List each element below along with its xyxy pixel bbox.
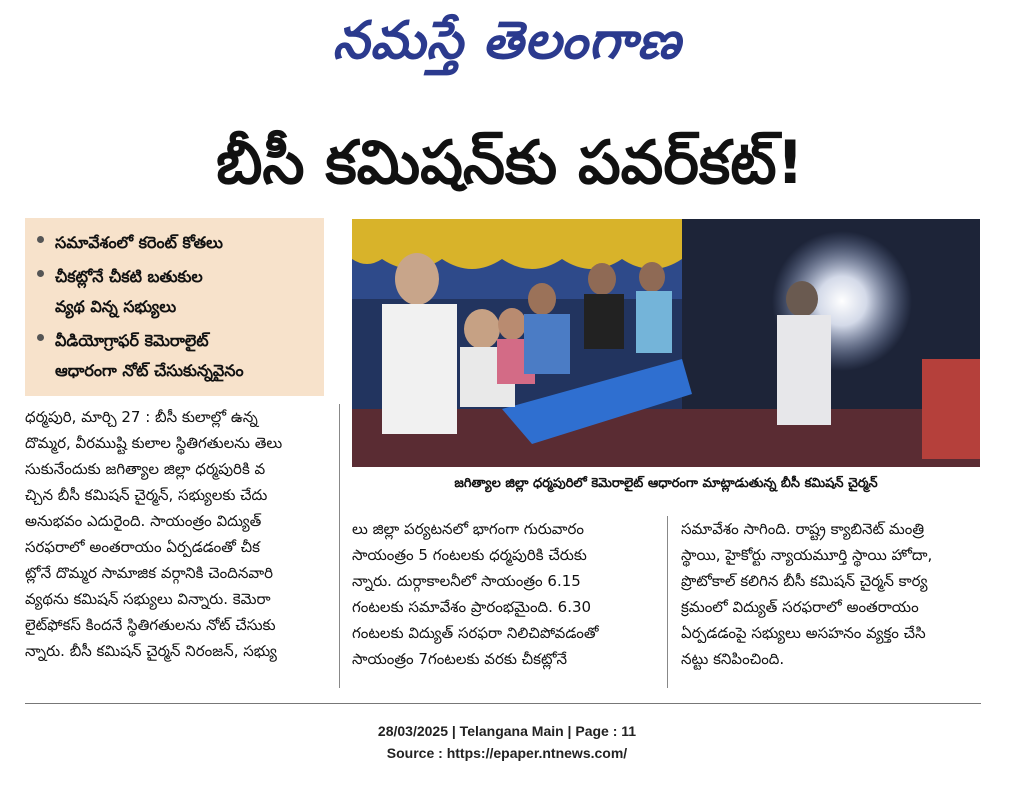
highlight-line: ఆధారంగా నోట్‌ చేసుకున్నవైనం xyxy=(55,361,244,380)
article-line: ప్రొటోకాల్‌ కలిగిన బీసీ కమిషన్‌ చైర్మన్‌ కార్య xyxy=(681,572,928,590)
article-column-2 xyxy=(352,516,652,672)
bullet-icon xyxy=(37,270,44,277)
article-line: ధర్మపురి, మార్చి 27 : బీసీ కులాల్లో ఉన్న xyxy=(25,408,258,426)
newspaper-masthead: నమస్తే తెలంగాణ xyxy=(332,11,682,71)
article-line: న్నారు. బీసీ కమిషన్‌ చైర్మన్‌ నిరంజన్‌, సభ్యు xyxy=(25,642,277,660)
article-column-1 xyxy=(25,404,325,664)
article-headline: బీసీ కమిషన్‌కు పవర్‌కట్‌! xyxy=(216,128,804,198)
article-column-3 xyxy=(681,516,981,672)
article-line: ఏర్పడడంపై సభ్యులు అసహనం వ్యక్తం చేసి xyxy=(681,624,926,642)
page-divider xyxy=(25,703,981,704)
article-line: సాయంత్రం 7గంటలకు వరకు చీకట్లోనే xyxy=(352,650,568,668)
highlight-item xyxy=(37,326,314,386)
article-line: వ్యథను కమిషన్‌ సభ్యులు విన్నారు. కెమెరా xyxy=(25,590,271,608)
highlight-line: వ్యథ విన్న సభ్యులు xyxy=(55,297,177,316)
footer-source-link[interactable]: Source : https://epaper.ntnews.com/ xyxy=(386,745,628,761)
article-line: గంటలకు సమావేశం ప్రారంభమైంది. 6.30 xyxy=(352,598,592,616)
article-line: సుకునేందుకు జగిత్యాల జిల్లా ధర్మపురికి వ xyxy=(25,460,266,478)
article-line: లు జిల్లా పర్యటనలో భాగంగా గురువారం xyxy=(352,520,585,538)
highlight-line: చీకట్లోనే చీకటి బతుకుల xyxy=(55,267,203,286)
news-photo xyxy=(352,219,980,467)
article-line: సమావేశం సాగింది. రాష్ట్ర క్యాబినెట్‌ మంత్రి xyxy=(681,520,925,538)
article-line: నట్టు కనిపించింది. xyxy=(681,650,785,668)
highlight-line: వీడియోగ్రాఫర్‌ కెమెరాలైట్‌ xyxy=(55,331,209,350)
bullet-icon xyxy=(37,334,44,341)
footer-date-edition: 28/03/2025 | Telangana Main | Page : 11 xyxy=(377,723,637,739)
highlight-item xyxy=(37,262,314,322)
article-line: దొమ్మర, వీరముష్టి కులాల స్థితిగతులను తెలు xyxy=(25,434,283,452)
column-divider xyxy=(667,516,668,688)
highlights-box xyxy=(25,218,324,396)
article-line: స్థాయి, హైకోర్టు న్యాయమూర్తి స్థాయి హోదా, xyxy=(681,546,933,564)
bullet-icon xyxy=(37,236,44,243)
highlight-line: సమావేశంలో కరెంట్‌ కోతలు xyxy=(55,233,223,252)
article-line: సరఫరాలో అంతరాయం ఏర్పడడంతో చీక xyxy=(25,538,261,556)
meeting-photo-illustration xyxy=(352,219,980,467)
article-line: గంటలకు విద్యుత్‌ సరఫరా నిలిచిపోవడంతో xyxy=(352,624,599,642)
article-line: క్రమంలో విద్యుత్‌ సరఫరాలో అంతరాయం xyxy=(681,598,919,616)
article-line: సాయంత్రం 5 గంటలకు ధర్మపురికి చేరుకు xyxy=(352,546,587,564)
article-line: న్నారు. దుర్గాకాలనీలో సాయంత్రం 6.15 xyxy=(352,572,581,590)
column-divider xyxy=(339,404,340,688)
article-line: ట్లోనే దొమ్మర సామాజిక వర్గానికి చెందినవారి xyxy=(25,564,273,582)
article-line: చ్చిన బీసీ కమిషన్‌ చైర్మన్‌, సభ్యులకు చేదు xyxy=(25,486,268,504)
photo-caption: జగిత్యాల జిల్లా ధర్మపురిలో కెమెరాలైట్‌ ఆధారంగా మాట్లాడుతున్న బీసీ కమిషన్‌ చైర్మన్‌ xyxy=(454,476,878,491)
article-line: అనుభవం ఎదురైంది. సాయంత్రం విద్యుత్‌ xyxy=(25,512,262,530)
article-line: లైట్‌ఫోకస్‌ కిందనే స్థితిగతులను నోట్‌ చేసుకు xyxy=(25,616,276,634)
highlight-item xyxy=(37,228,314,258)
